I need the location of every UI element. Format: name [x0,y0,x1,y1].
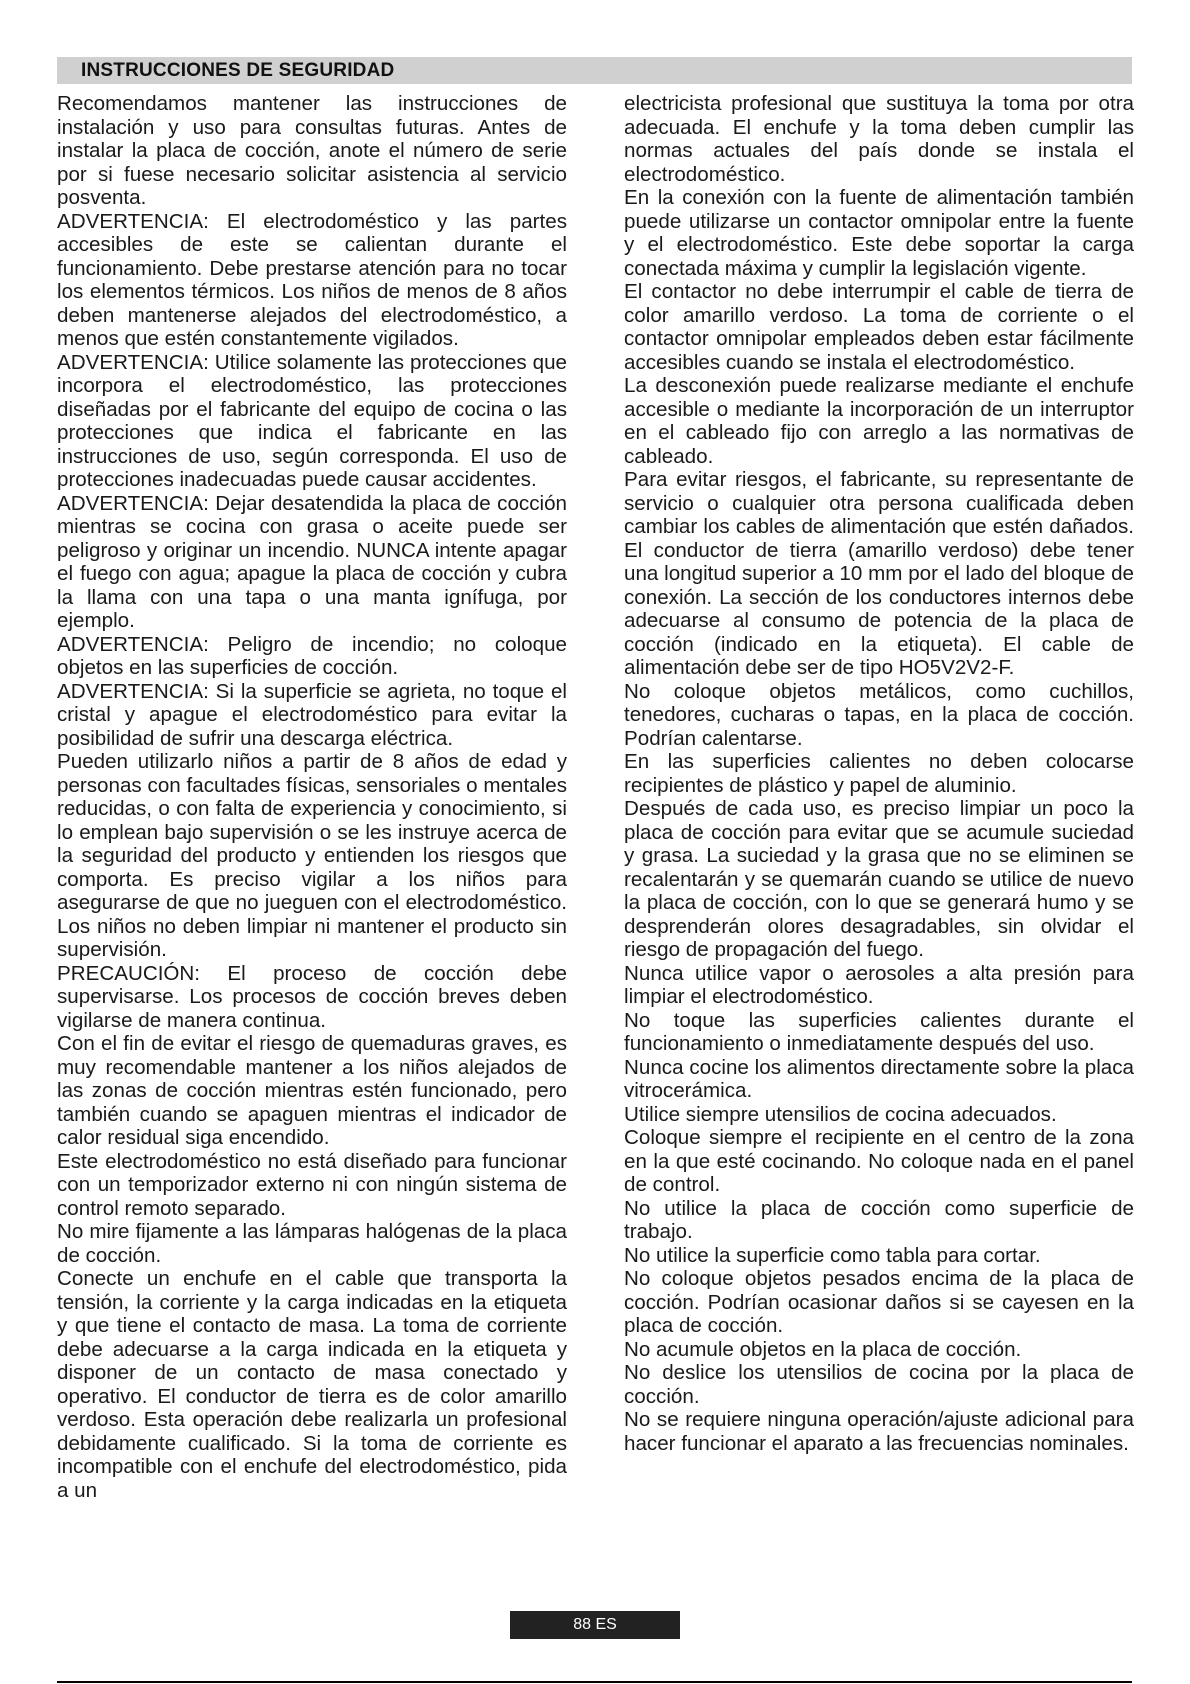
section-header-bar [57,57,1132,84]
page-number: 88 ES [510,1611,680,1639]
paragraph: Nunca cocine los alimentos directamente sobre la placa vitrocerámica. [624,1055,1134,1102]
paragraph: En la conexión con la fuente de alimentación también puede utilizarse un contactor omnipolar entre la fuente y el electrodoméstico. Este debe soportar la carga conectada máxima y cumplir la legislación vigente. [624,186,1134,280]
paragraph: Coloque siempre el recipiente en el centro de la zona en la que esté cocinando. No coloque nada en el panel de control. [624,1126,1134,1196]
paragraph: ADVERTENCIA: Dejar desatendida la placa de cocción mientras se cocina con grasa o aceite puede ser peligroso y originar un incendio. NUNCA intente apagar el fuego con agua; apague la placa de cocción y cubra la llama con una tapa o una manta ignífuga, por ejemplo. [57,491,567,632]
paragraph: No se requiere ninguna operación/ajuste adicional para hacer funcionar el aparato a las frecuencias nominales. [624,1408,1134,1455]
paragraph: Para evitar riesgos, el fabricante, su representante de servicio o cualquier otra persona cualificada deben cambiar los cables de alimentación que estén dañados. El conductor de tierra (amarillo verdoso) debe tener una longitud superior a 10 mm por el lado del bloque de conexión. La sección de los conductores internos debe adecuarse al consumo de potencia de la placa de cocción (indicado en la etiqueta). El cable de alimentación debe ser de tipo HO5V2V2-F. [624,468,1134,679]
paragraph: Con el fin de evitar el riesgo de quemaduras graves, es muy recomendable mantener a los niños alejados de las zonas de cocción mientras estén funcionado, pero también cuando se apaguen mientras el indicador de calor residual siga encendido. [57,1032,567,1149]
paragraph: No utilice la placa de cocción como superficie de trabajo. [624,1196,1134,1243]
paragraph: ADVERTENCIA: El electrodoméstico y las partes accesibles de este se calientan durante el funcionamiento. Debe prestarse atención para no tocar los elementos térmicos. Los niños de menos de 8 años deben mantenerse alejados del electrodoméstico, a menos que estén constantemente vigilados. [57,209,567,350]
paragraph: No utilice la superficie como tabla para cortar. [624,1243,1041,1267]
left-column [57,92,567,1502]
paragraph: ADVERTENCIA: Utilice solamente las protecciones que incorpora el electrodoméstico, las protecciones diseñadas por el fabricante del equipo de cocina o las protecciones que indica el fabricante en las instrucciones de uso, según corresponda. El uso de protecciones inadecuadas puede causar accidentes. [57,350,567,491]
paragraph: ADVERTENCIA: Peligro de incendio; no coloque objetos en las superficies de cocción. [57,632,567,679]
paragraph: electricista profesional que sustituya la toma por otra adecuada. El enchufe y la toma deben cumplir las normas actuales del país donde se instala el electrodoméstico. [624,92,1134,186]
paragraph: Pueden utilizarlo niños a partir de 8 años de edad y personas con facultades físicas, sensoriales o mentales reducidas, o con falta de experiencia y conocimiento, si lo emplean bajo supervisión o se les instruye acerca de la seguridad del producto y entienden los riesgos que comporta. Es preciso vigilar a los niños para asegurarse de que no jueguen con el electrodoméstico. Los niños no deben limpiar ni mantener el producto sin supervisión. [57,750,567,961]
paragraph: Recomendamos mantener las instrucciones de instalación y uso para consultas futuras. Antes de instalar la placa de cocción, anote el número de serie por si fuese necesario solicitar asistencia al servicio posventa. [57,92,567,209]
paragraph: No acumule objetos en la placa de cocción. [624,1337,1022,1361]
paragraph: Nunca utilice vapor o aerosoles a alta presión para limpiar el electrodoméstico. [624,961,1134,1008]
paragraph: Conecte un enchufe en el cable que transporta la tensión, la corriente y la carga indicadas en la etiqueta y que tiene el contacto de masa. La toma de corriente debe adecuarse a la carga indicada en la etiqueta y disponer de un contacto de masa conectado y operativo. El conductor de tierra es de color amarillo verdoso. Esta operación debe realizarla un profesional debidamente cualificado. Si la toma de corriente es incompatible con el enchufe del electrodoméstico, pida a un [57,1267,567,1502]
right-column [624,92,1134,1455]
paragraph: No coloque objetos metálicos, como cuchillos, tenedores, cucharas o tapas, en la placa de cocción. Podrían calentarse. [624,679,1134,750]
paragraph: Este electrodoméstico no está diseñado para funcionar con un temporizador externo ni con ningún sistema de control remoto separado. [57,1149,567,1220]
paragraph: No toque las superficies calientes durante el funcionamiento o inmediatamente después del uso. [624,1008,1134,1055]
paragraph: PRECAUCIÓN: El proceso de cocción debe supervisarse. Los procesos de cocción breves deben vigilarse de manera continua. [57,961,567,1032]
paragraph: Utilice siempre utensilios de cocina adecuados. [624,1102,1057,1126]
paragraph: Después de cada uso, es preciso limpiar un poco la placa de cocción para evitar que se acumule suciedad y grasa. La suciedad y la grasa que no se eliminen se recalentarán y se quemarán cuando se utilice de nuevo la placa de cocción, con lo que se generará humo y se desprenderán olores desagradables, sin olvidar el riesgo de propagación del fuego. [624,797,1134,961]
paragraph: No mire fijamente a las lámparas halógenas de la placa de cocción. [57,1220,567,1267]
paragraph: En las superficies calientes no deben colocarse recipientes de plástico y papel de aluminio. [624,750,1134,797]
paragraph: No deslice los utensilios de cocina por la placa de cocción. [624,1361,1134,1408]
paragraph: No coloque objetos pesados encima de la placa de cocción. Podrían ocasionar daños si se cayesen en la placa de cocción. [624,1267,1134,1337]
paragraph: ADVERTENCIA: Si la superficie se agrieta, no toque el cristal y apague el electrodoméstico para evitar la posibilidad de sufrir una descarga eléctrica. [57,679,567,750]
paragraph: El contactor no debe interrumpir el cable de tierra de color amarillo verdoso. La toma de corriente o el contactor omnipolar empleados deben estar fácilmente accesibles cuando se instala el electrodoméstico. [624,280,1134,374]
paragraph: La desconexión puede realizarse mediante el enchufe accesible o mediante la incorporación de un interruptor en el cableado fijo con arreglo a las normativas de cableado. [624,374,1134,468]
footer-divider [57,1681,1132,1683]
section-title: INSTRUCCIONES DE SEGURIDAD [81,60,395,81]
